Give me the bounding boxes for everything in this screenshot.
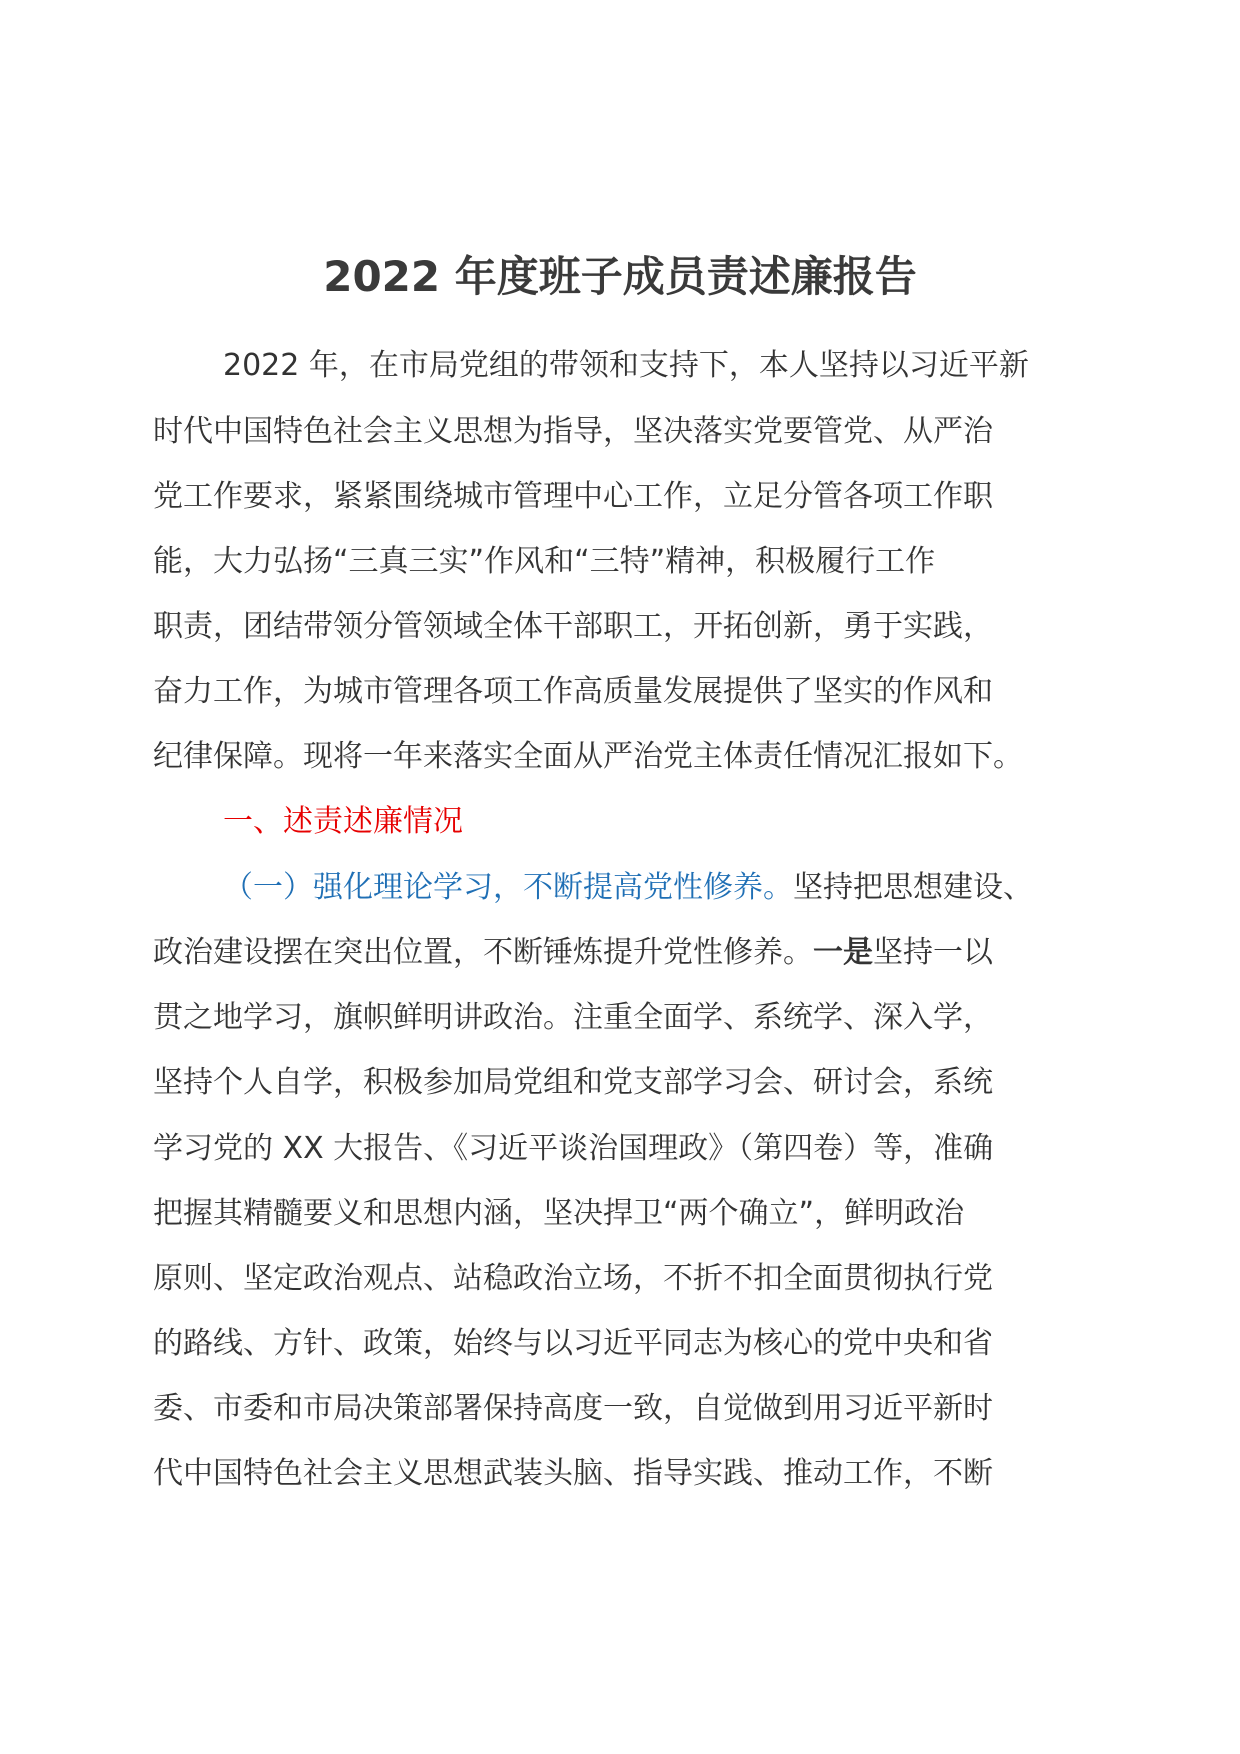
body-line: 坚持个人自学，积极参加局党组和党支部学习会、研讨会，系统 [153,1065,993,1100]
subsection-second-line [153,933,1093,973]
body-line: 的路线、方针、政策，始终与以习近平同志为核心的党中央和省 [153,1326,993,1361]
subsection-line-text: 政治建设摆在突出位置，不断锤炼提升党性修养。 [153,935,813,970]
subsection-heading: （一）强化理论学习，不断提高党性修养。 [223,870,793,905]
body-line: 代中国特色社会主义思想武装头脑、指导实践、推动工作，不断 [153,1456,993,1491]
subsection-first-line [223,868,1163,908]
body-line: 把握其精髓要义和思想内涵，坚决捍卫“两个确立”，鲜明政治 [153,1196,965,1231]
subsection-line-text: 坚持把思想建设、 [793,870,1033,905]
intro-line: 职责，团结带领分管领域全体干部职工，开拓创新，勇于实践， [153,609,993,644]
body-line: 学习党的 XX 大报告、《习近平谈治国理政》（第四卷）等，准确 [153,1131,994,1166]
intro-line: 能，大力弘扬“三真三实”作风和“三特”精神，积极履行工作 [153,544,936,579]
intro-line: 时代中国特色社会主义思想为指导，坚决落实党要管党、从严治 [153,414,993,449]
body-line: 委、市委和市局决策部署保持高度一致，自觉做到用习近平新时 [153,1391,993,1426]
body-line: 贯之地学习，旗帜鲜明讲政治。注重全面学、系统学、深入学， [153,1000,993,1035]
intro-line: 奋力工作，为城市管理各项工作高质量发展提供了坚实的作风和 [153,674,993,709]
intro-line: 2022 年，在市局党组的带领和支持下，本人坚持以习近平新 [223,348,1029,383]
subsection-line-text: 坚持一以 [873,935,993,970]
body-line: 原则、坚定政治观点、站稳政治立场，不折不扣全面贯彻执行党 [153,1261,993,1296]
intro-line: 纪律保障。现将一年来落实全面从严治党主体责任情况汇报如下。 [153,739,1023,774]
emphasis-marker: 一是 [813,935,873,970]
intro-line: 党工作要求，紧紧围绕城市管理中心工作，立足分管各项工作职 [153,479,993,514]
section-heading: 一、述责述廉情况 [223,804,463,839]
document-title: 2022 年度班子成员责述廉报告 [323,252,917,301]
